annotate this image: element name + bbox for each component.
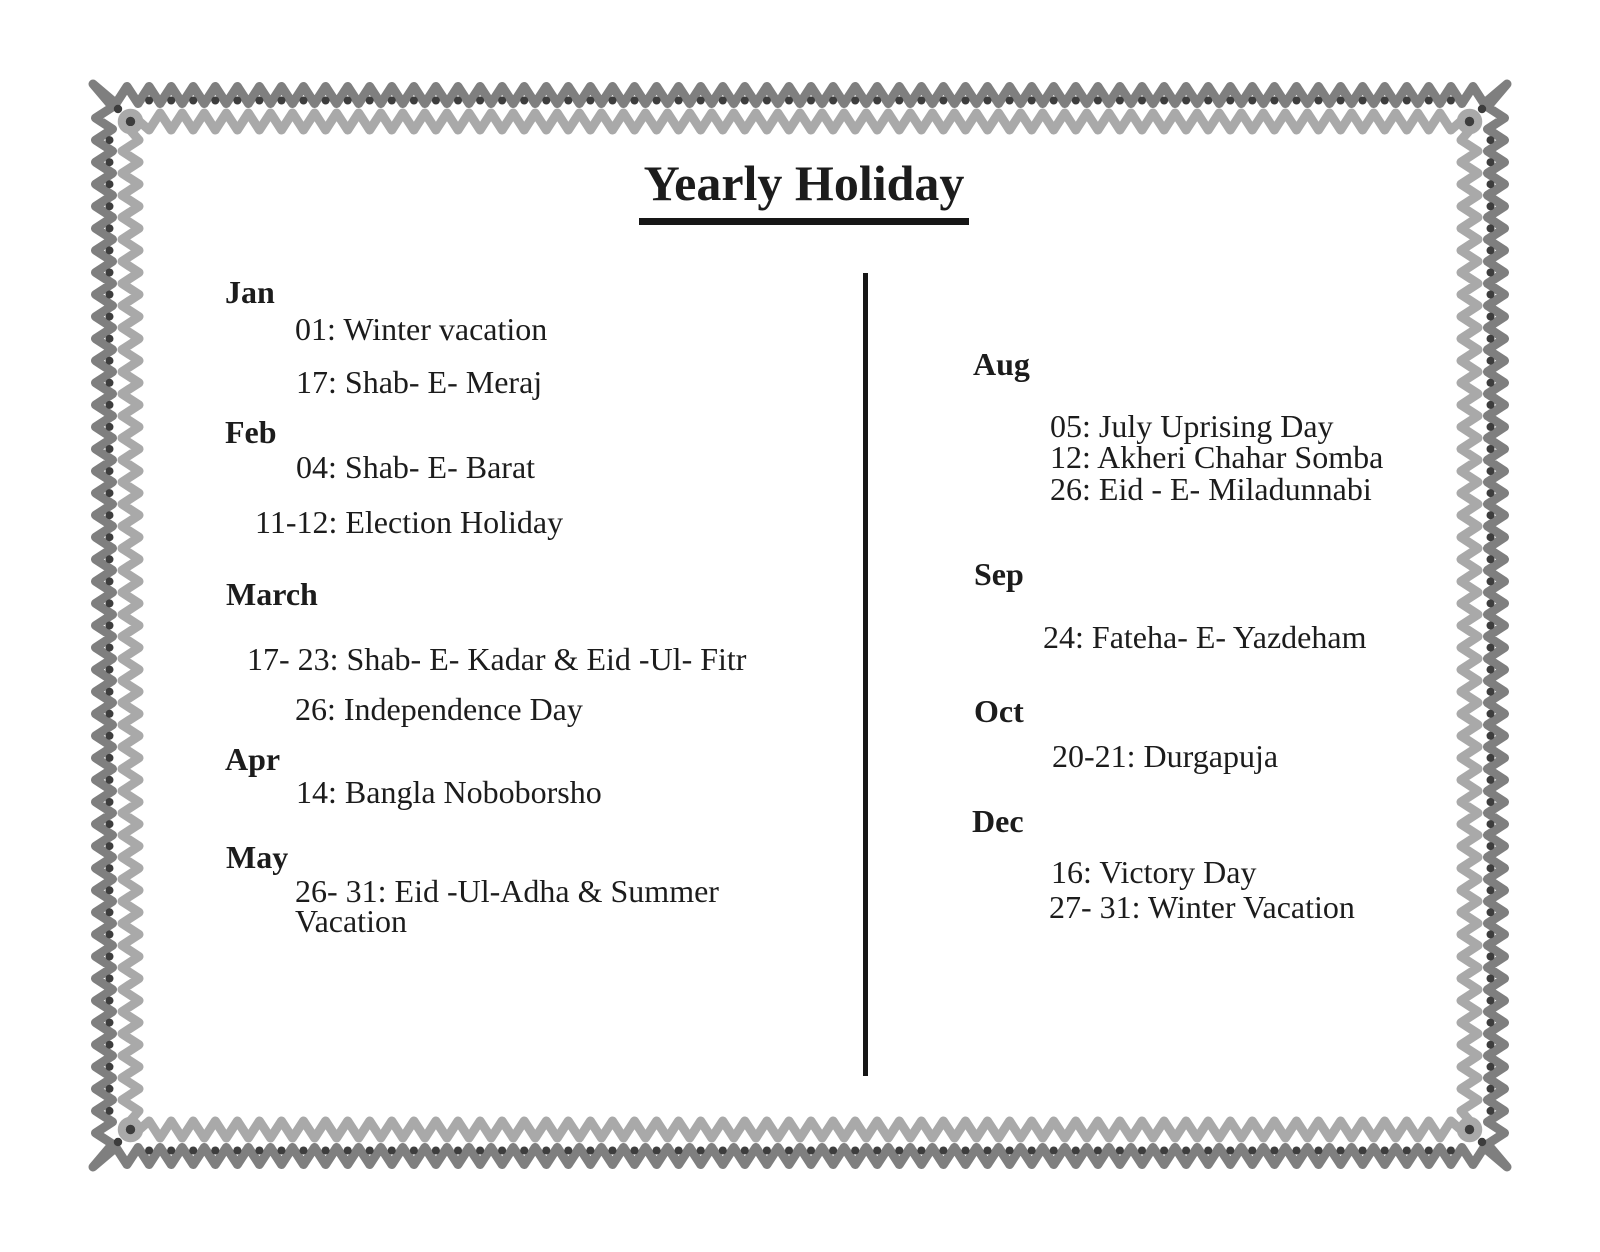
month-label-may: May bbox=[226, 839, 289, 875]
month-label-sep: Sep bbox=[974, 556, 1024, 592]
month-label-march: March bbox=[226, 576, 318, 612]
holiday-entry: 12: Akheri Chahar Somba bbox=[1050, 439, 1384, 475]
holiday-entry: 16: Victory Day bbox=[1051, 854, 1257, 890]
holiday-entry: 26- 31: Eid -Ul-Adha & Summer Vacation bbox=[295, 873, 719, 939]
month-label-aug: Aug bbox=[973, 346, 1030, 382]
holiday-entry: 17- 23: Shab- E- Kadar & Eid -Ul- Fitr bbox=[247, 641, 747, 677]
holiday-entry: 14: Bangla Noboborsho bbox=[296, 774, 602, 810]
holiday-entry: 11-12: Election Holiday bbox=[255, 504, 564, 540]
holiday-entry: 04: Shab- E- Barat bbox=[296, 449, 536, 485]
holiday-entry: 20-21: Durgapuja bbox=[1052, 738, 1279, 774]
holiday-entry: 27- 31: Winter Vacation bbox=[1049, 889, 1355, 925]
month-label-feb: Feb bbox=[225, 414, 277, 450]
month-label-apr: Apr bbox=[225, 741, 281, 777]
month-label-oct: Oct bbox=[974, 693, 1024, 729]
holiday-entry: 26: Independence Day bbox=[295, 691, 583, 727]
holiday-entry: 01: Winter vacation bbox=[295, 311, 548, 347]
holiday-entry: 05: July Uprising Day bbox=[1050, 408, 1334, 444]
holiday-entry: 24: Fateha- E- Yazdeham bbox=[1043, 619, 1367, 655]
holiday-entry: 17: Shab- E- Meraj bbox=[296, 364, 543, 400]
page-title: Yearly Holiday bbox=[643, 155, 965, 211]
month-label-jan: Jan bbox=[225, 274, 275, 310]
holiday-entry: 26: Eid - E- Miladunnabi bbox=[1050, 471, 1372, 507]
month-label-dec: Dec bbox=[972, 803, 1024, 839]
